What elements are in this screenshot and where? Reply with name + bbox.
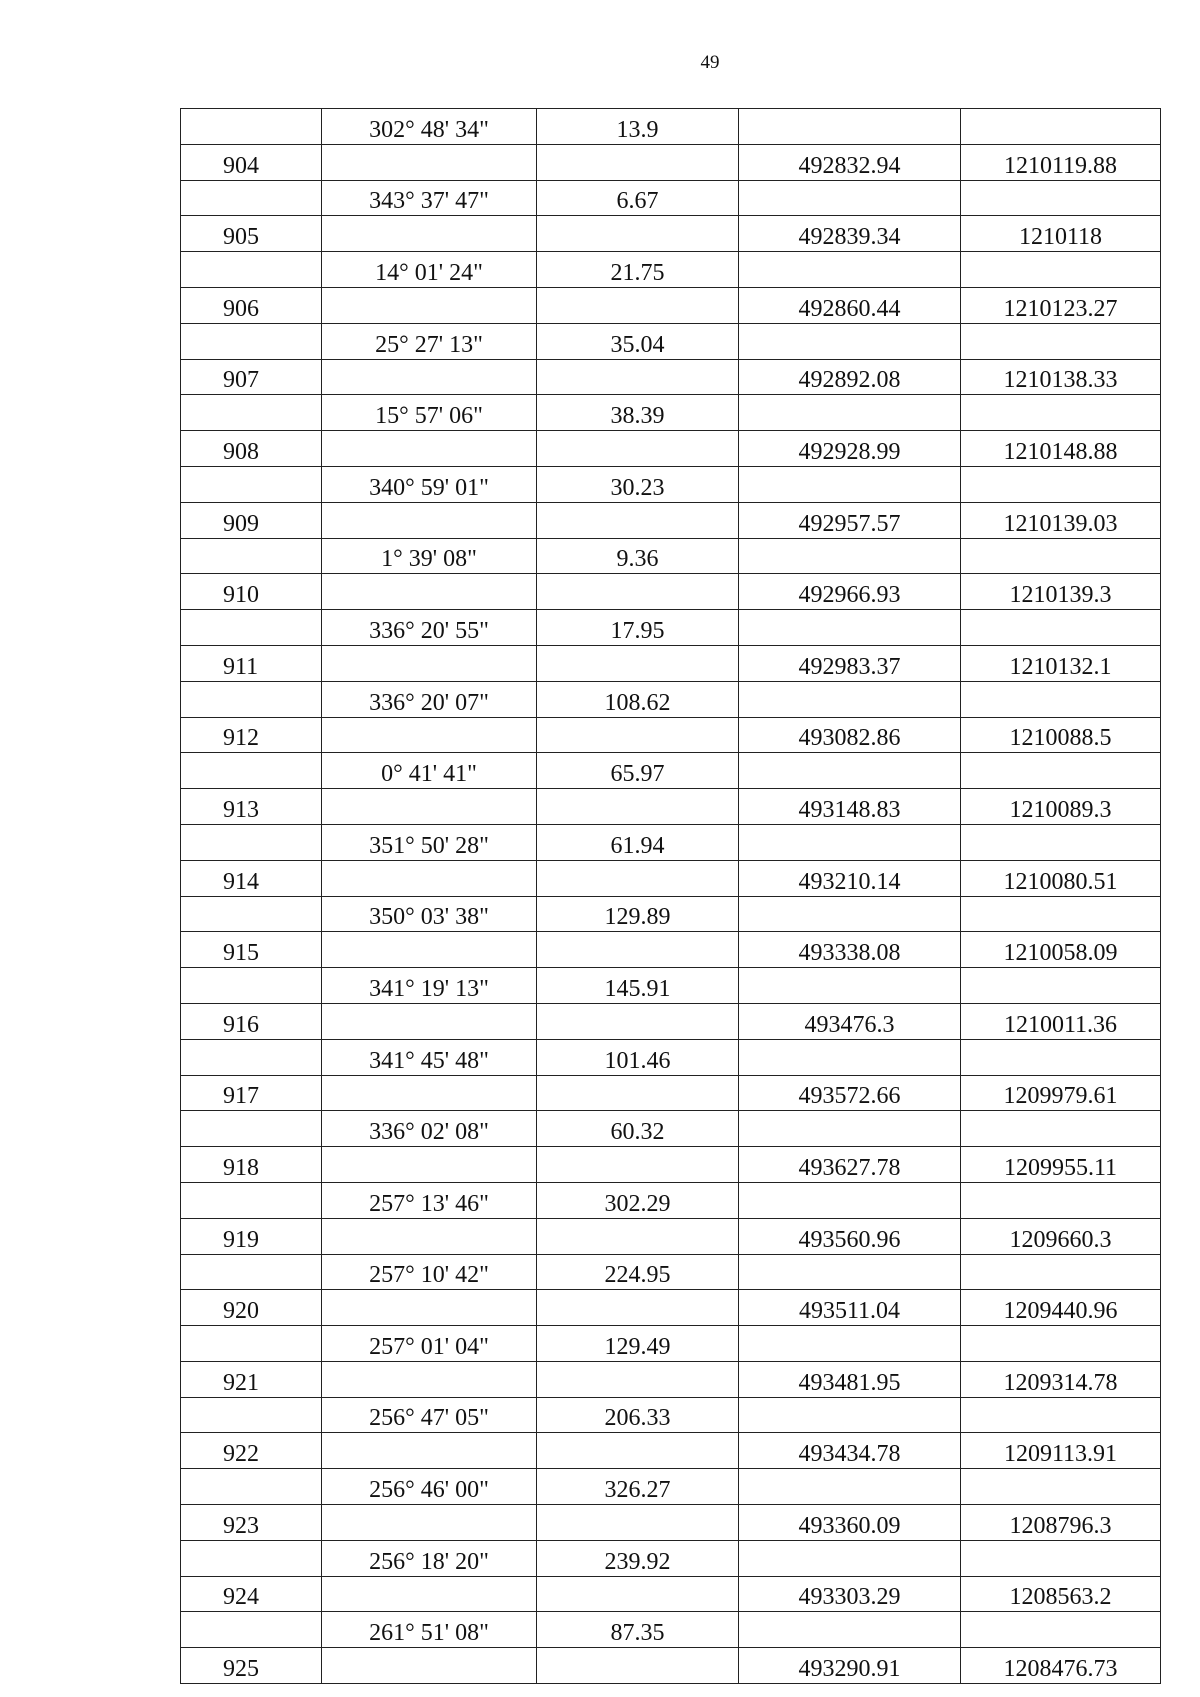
bearing-cell xyxy=(322,1075,537,1111)
y-coordinate-cell xyxy=(961,252,1161,288)
point-cell: 910 xyxy=(181,574,322,610)
table-row xyxy=(181,1254,1161,1290)
y-coordinate-cell: 1208796.3 xyxy=(961,1505,1161,1541)
bearing-cell: 341° 45' 48" xyxy=(322,1039,537,1075)
bearing-cell: 1° 39' 08" xyxy=(322,538,537,574)
x-coordinate-cell: 493572.66 xyxy=(739,1075,961,1111)
x-coordinate-cell xyxy=(739,109,961,145)
y-coordinate-cell: 1210011.36 xyxy=(961,1003,1161,1039)
y-coordinate-cell: 1210132.1 xyxy=(961,645,1161,681)
bearing-cell xyxy=(322,932,537,968)
bearing-cell xyxy=(322,1648,537,1684)
bearing-cell xyxy=(322,1290,537,1326)
y-coordinate-cell: 1209113.91 xyxy=(961,1433,1161,1469)
page-number: 49 xyxy=(700,52,720,73)
y-coordinate-cell: 1208476.73 xyxy=(961,1648,1161,1684)
bearing-cell: 351° 50' 28" xyxy=(322,824,537,860)
distance-cell: 9.36 xyxy=(537,538,739,574)
table-row xyxy=(181,932,1161,968)
distance-cell: 17.95 xyxy=(537,610,739,646)
point-cell: 912 xyxy=(181,717,322,753)
y-coordinate-cell: 1210058.09 xyxy=(961,932,1161,968)
point-cell: 922 xyxy=(181,1433,322,1469)
table-row xyxy=(181,717,1161,753)
y-coordinate-cell xyxy=(961,323,1161,359)
bearing-cell xyxy=(322,359,537,395)
point-cell xyxy=(181,681,322,717)
distance-cell: 60.32 xyxy=(537,1111,739,1147)
point-cell: 908 xyxy=(181,431,322,467)
table-row xyxy=(181,1397,1161,1433)
x-coordinate-cell: 492832.94 xyxy=(739,144,961,180)
table-row xyxy=(181,1648,1161,1684)
table-row xyxy=(181,1361,1161,1397)
point-cell: 904 xyxy=(181,144,322,180)
x-coordinate-cell: 493627.78 xyxy=(739,1147,961,1183)
x-coordinate-cell: 493290.91 xyxy=(739,1648,961,1684)
table-row xyxy=(181,252,1161,288)
table-row xyxy=(181,1290,1161,1326)
x-coordinate-cell: 492928.99 xyxy=(739,431,961,467)
y-coordinate-cell: 1210139.03 xyxy=(961,502,1161,538)
x-coordinate-cell: 492957.57 xyxy=(739,502,961,538)
point-cell xyxy=(181,323,322,359)
distance-cell xyxy=(537,1648,739,1684)
bearing-cell xyxy=(322,1505,537,1541)
distance-cell xyxy=(537,1576,739,1612)
table-row xyxy=(181,216,1161,252)
point-cell xyxy=(181,1326,322,1362)
point-cell xyxy=(181,824,322,860)
table-row xyxy=(181,1111,1161,1147)
table-row xyxy=(181,1003,1161,1039)
point-cell xyxy=(181,1182,322,1218)
x-coordinate-cell xyxy=(739,1540,961,1576)
x-coordinate-cell xyxy=(739,681,961,717)
y-coordinate-cell: 1210119.88 xyxy=(961,144,1161,180)
point-cell xyxy=(181,1111,322,1147)
table-row xyxy=(181,144,1161,180)
bearing-cell xyxy=(322,144,537,180)
y-coordinate-cell xyxy=(961,109,1161,145)
bearing-cell xyxy=(322,717,537,753)
x-coordinate-cell: 492892.08 xyxy=(739,359,961,395)
y-coordinate-cell: 1209955.11 xyxy=(961,1147,1161,1183)
table-row xyxy=(181,538,1161,574)
y-coordinate-cell: 1209314.78 xyxy=(961,1361,1161,1397)
bearing-cell: 336° 20' 55" xyxy=(322,610,537,646)
distance-cell: 101.46 xyxy=(537,1039,739,1075)
y-coordinate-cell: 1210148.88 xyxy=(961,431,1161,467)
y-coordinate-cell xyxy=(961,1039,1161,1075)
distance-cell xyxy=(537,1218,739,1254)
table-row xyxy=(181,287,1161,323)
distance-cell: 6.67 xyxy=(537,180,739,216)
bearing-cell xyxy=(322,645,537,681)
table-row xyxy=(181,1612,1161,1648)
table-row xyxy=(181,681,1161,717)
point-cell: 916 xyxy=(181,1003,322,1039)
point-cell: 918 xyxy=(181,1147,322,1183)
table-row xyxy=(181,1075,1161,1111)
y-coordinate-cell xyxy=(961,824,1161,860)
distance-cell: 38.39 xyxy=(537,395,739,431)
table-row xyxy=(181,610,1161,646)
bearing-cell xyxy=(322,860,537,896)
x-coordinate-cell xyxy=(739,896,961,932)
y-coordinate-cell: 1209660.3 xyxy=(961,1218,1161,1254)
point-cell: 911 xyxy=(181,645,322,681)
bearing-cell: 256° 47' 05" xyxy=(322,1397,537,1433)
bearing-cell: 343° 37' 47" xyxy=(322,180,537,216)
point-cell xyxy=(181,968,322,1004)
distance-cell xyxy=(537,1505,739,1541)
point-cell: 920 xyxy=(181,1290,322,1326)
table-row xyxy=(181,896,1161,932)
point-cell: 909 xyxy=(181,502,322,538)
distance-cell xyxy=(537,860,739,896)
point-cell: 919 xyxy=(181,1218,322,1254)
point-cell: 921 xyxy=(181,1361,322,1397)
bearing-cell: 15° 57' 06" xyxy=(322,395,537,431)
point-cell xyxy=(181,180,322,216)
table-row xyxy=(181,753,1161,789)
x-coordinate-cell xyxy=(739,1182,961,1218)
distance-cell xyxy=(537,1290,739,1326)
x-coordinate-cell xyxy=(739,395,961,431)
x-coordinate-cell xyxy=(739,753,961,789)
x-coordinate-cell xyxy=(739,1326,961,1362)
table-row xyxy=(181,1039,1161,1075)
point-cell: 923 xyxy=(181,1505,322,1541)
bearing-cell: 257° 01' 04" xyxy=(322,1326,537,1362)
distance-cell: 13.9 xyxy=(537,109,739,145)
bearing-cell xyxy=(322,1576,537,1612)
distance-cell xyxy=(537,1361,739,1397)
bearing-cell: 257° 13' 46" xyxy=(322,1182,537,1218)
x-coordinate-cell: 492839.34 xyxy=(739,216,961,252)
y-coordinate-cell xyxy=(961,1397,1161,1433)
bearing-cell xyxy=(322,1361,537,1397)
distance-cell: 61.94 xyxy=(537,824,739,860)
point-cell: 924 xyxy=(181,1576,322,1612)
bearing-cell: 25° 27' 13" xyxy=(322,323,537,359)
bearing-cell: 261° 51' 08" xyxy=(322,1612,537,1648)
table-row xyxy=(181,180,1161,216)
y-coordinate-cell xyxy=(961,753,1161,789)
y-coordinate-cell xyxy=(961,180,1161,216)
table-row xyxy=(181,645,1161,681)
x-coordinate-cell xyxy=(739,968,961,1004)
point-cell xyxy=(181,896,322,932)
table-row xyxy=(181,1576,1161,1612)
y-coordinate-cell: 1210089.3 xyxy=(961,789,1161,825)
x-coordinate-cell: 493434.78 xyxy=(739,1433,961,1469)
distance-cell: 224.95 xyxy=(537,1254,739,1290)
point-cell xyxy=(181,753,322,789)
x-coordinate-cell: 492860.44 xyxy=(739,287,961,323)
x-coordinate-cell xyxy=(739,610,961,646)
bearing-cell xyxy=(322,216,537,252)
point-cell: 907 xyxy=(181,359,322,395)
bearing-cell: 257° 10' 42" xyxy=(322,1254,537,1290)
y-coordinate-cell xyxy=(961,1254,1161,1290)
x-coordinate-cell xyxy=(739,1039,961,1075)
distance-cell xyxy=(537,574,739,610)
y-coordinate-cell xyxy=(961,610,1161,646)
x-coordinate-cell xyxy=(739,252,961,288)
table-row xyxy=(181,502,1161,538)
x-coordinate-cell: 493360.09 xyxy=(739,1505,961,1541)
bearing-cell xyxy=(322,1147,537,1183)
table-row xyxy=(181,1505,1161,1541)
table-row xyxy=(181,1469,1161,1505)
point-cell: 906 xyxy=(181,287,322,323)
point-cell: 914 xyxy=(181,860,322,896)
bearing-cell xyxy=(322,1218,537,1254)
distance-cell xyxy=(537,431,739,467)
bearing-cell xyxy=(322,789,537,825)
x-coordinate-cell: 493303.29 xyxy=(739,1576,961,1612)
x-coordinate-cell: 493338.08 xyxy=(739,932,961,968)
bearing-cell: 14° 01' 24" xyxy=(322,252,537,288)
distance-cell: 35.04 xyxy=(537,323,739,359)
distance-cell xyxy=(537,1075,739,1111)
distance-cell xyxy=(537,502,739,538)
bearing-cell: 336° 20' 07" xyxy=(322,681,537,717)
y-coordinate-cell: 1209440.96 xyxy=(961,1290,1161,1326)
x-coordinate-cell: 492983.37 xyxy=(739,645,961,681)
point-cell xyxy=(181,1612,322,1648)
bearing-cell xyxy=(322,1003,537,1039)
bearing-cell xyxy=(322,502,537,538)
distance-cell xyxy=(537,789,739,825)
bearing-cell: 336° 02' 08" xyxy=(322,1111,537,1147)
x-coordinate-cell xyxy=(739,1397,961,1433)
table-row xyxy=(181,466,1161,502)
bearing-cell: 302° 48' 34" xyxy=(322,109,537,145)
x-coordinate-cell xyxy=(739,1612,961,1648)
bearing-cell: 256° 18' 20" xyxy=(322,1540,537,1576)
y-coordinate-cell xyxy=(961,1326,1161,1362)
table-row xyxy=(181,824,1161,860)
distance-cell: 129.49 xyxy=(537,1326,739,1362)
distance-cell xyxy=(537,645,739,681)
y-coordinate-cell: 1210088.5 xyxy=(961,717,1161,753)
table-row xyxy=(181,789,1161,825)
table-row xyxy=(181,1218,1161,1254)
distance-cell: 21.75 xyxy=(537,252,739,288)
y-coordinate-cell: 1210139.3 xyxy=(961,574,1161,610)
y-coordinate-cell xyxy=(961,1469,1161,1505)
point-cell xyxy=(181,1039,322,1075)
coordinates-table-container xyxy=(180,108,1160,1684)
bearing-cell: 340° 59' 01" xyxy=(322,466,537,502)
y-coordinate-cell: 1208563.2 xyxy=(961,1576,1161,1612)
table-row xyxy=(181,109,1161,145)
y-coordinate-cell xyxy=(961,395,1161,431)
distance-cell xyxy=(537,1003,739,1039)
y-coordinate-cell xyxy=(961,896,1161,932)
x-coordinate-cell: 493210.14 xyxy=(739,860,961,896)
distance-cell xyxy=(537,1433,739,1469)
bearing-cell xyxy=(322,1433,537,1469)
bearing-cell xyxy=(322,574,537,610)
distance-cell: 302.29 xyxy=(537,1182,739,1218)
table-body xyxy=(181,109,1161,1684)
table-row xyxy=(181,1540,1161,1576)
table-row xyxy=(181,1433,1161,1469)
x-coordinate-cell xyxy=(739,1111,961,1147)
point-cell xyxy=(181,466,322,502)
point-cell: 917 xyxy=(181,1075,322,1111)
distance-cell xyxy=(537,717,739,753)
distance-cell: 129.89 xyxy=(537,896,739,932)
y-coordinate-cell: 1210080.51 xyxy=(961,860,1161,896)
point-cell: 925 xyxy=(181,1648,322,1684)
x-coordinate-cell xyxy=(739,180,961,216)
point-cell: 913 xyxy=(181,789,322,825)
table-row xyxy=(181,574,1161,610)
distance-cell xyxy=(537,359,739,395)
bearing-cell xyxy=(322,431,537,467)
distance-cell: 65.97 xyxy=(537,753,739,789)
bearing-cell: 256° 46' 00" xyxy=(322,1469,537,1505)
point-cell xyxy=(181,1540,322,1576)
x-coordinate-cell: 493476.3 xyxy=(739,1003,961,1039)
point-cell xyxy=(181,1469,322,1505)
x-coordinate-cell xyxy=(739,538,961,574)
table-row xyxy=(181,359,1161,395)
point-cell xyxy=(181,610,322,646)
y-coordinate-cell: 1210123.27 xyxy=(961,287,1161,323)
x-coordinate-cell: 493560.96 xyxy=(739,1218,961,1254)
y-coordinate-cell xyxy=(961,1540,1161,1576)
x-coordinate-cell: 493511.04 xyxy=(739,1290,961,1326)
y-coordinate-cell xyxy=(961,1111,1161,1147)
distance-cell xyxy=(537,144,739,180)
bearing-cell: 350° 03' 38" xyxy=(322,896,537,932)
distance-cell: 87.35 xyxy=(537,1612,739,1648)
bearing-cell: 341° 19' 13" xyxy=(322,968,537,1004)
distance-cell: 206.33 xyxy=(537,1397,739,1433)
x-coordinate-cell: 492966.93 xyxy=(739,574,961,610)
table-row xyxy=(181,1326,1161,1362)
point-cell: 915 xyxy=(181,932,322,968)
x-coordinate-cell xyxy=(739,323,961,359)
x-coordinate-cell xyxy=(739,466,961,502)
table-row xyxy=(181,968,1161,1004)
y-coordinate-cell xyxy=(961,538,1161,574)
table-row xyxy=(181,323,1161,359)
x-coordinate-cell: 493481.95 xyxy=(739,1361,961,1397)
table-row xyxy=(181,395,1161,431)
distance-cell xyxy=(537,1147,739,1183)
point-cell xyxy=(181,252,322,288)
distance-cell xyxy=(537,216,739,252)
bearing-cell: 0° 41' 41" xyxy=(322,753,537,789)
table-row xyxy=(181,1147,1161,1183)
y-coordinate-cell xyxy=(961,681,1161,717)
x-coordinate-cell xyxy=(739,1254,961,1290)
coordinates-table xyxy=(180,108,1161,1684)
y-coordinate-cell xyxy=(961,1612,1161,1648)
distance-cell: 145.91 xyxy=(537,968,739,1004)
table-row xyxy=(181,1182,1161,1218)
distance-cell xyxy=(537,932,739,968)
y-coordinate-cell xyxy=(961,968,1161,1004)
bearing-cell xyxy=(322,287,537,323)
y-coordinate-cell: 1210138.33 xyxy=(961,359,1161,395)
point-cell xyxy=(181,395,322,431)
y-coordinate-cell xyxy=(961,1182,1161,1218)
x-coordinate-cell xyxy=(739,824,961,860)
x-coordinate-cell: 493082.86 xyxy=(739,717,961,753)
x-coordinate-cell: 493148.83 xyxy=(739,789,961,825)
distance-cell: 239.92 xyxy=(537,1540,739,1576)
y-coordinate-cell xyxy=(961,466,1161,502)
distance-cell: 326.27 xyxy=(537,1469,739,1505)
point-cell xyxy=(181,1397,322,1433)
table-row xyxy=(181,860,1161,896)
table-row xyxy=(181,431,1161,467)
y-coordinate-cell: 1209979.61 xyxy=(961,1075,1161,1111)
distance-cell: 108.62 xyxy=(537,681,739,717)
point-cell xyxy=(181,538,322,574)
distance-cell xyxy=(537,287,739,323)
point-cell: 905 xyxy=(181,216,322,252)
x-coordinate-cell xyxy=(739,1469,961,1505)
point-cell xyxy=(181,1254,322,1290)
distance-cell: 30.23 xyxy=(537,466,739,502)
point-cell xyxy=(181,109,322,145)
y-coordinate-cell: 1210118 xyxy=(961,216,1161,252)
